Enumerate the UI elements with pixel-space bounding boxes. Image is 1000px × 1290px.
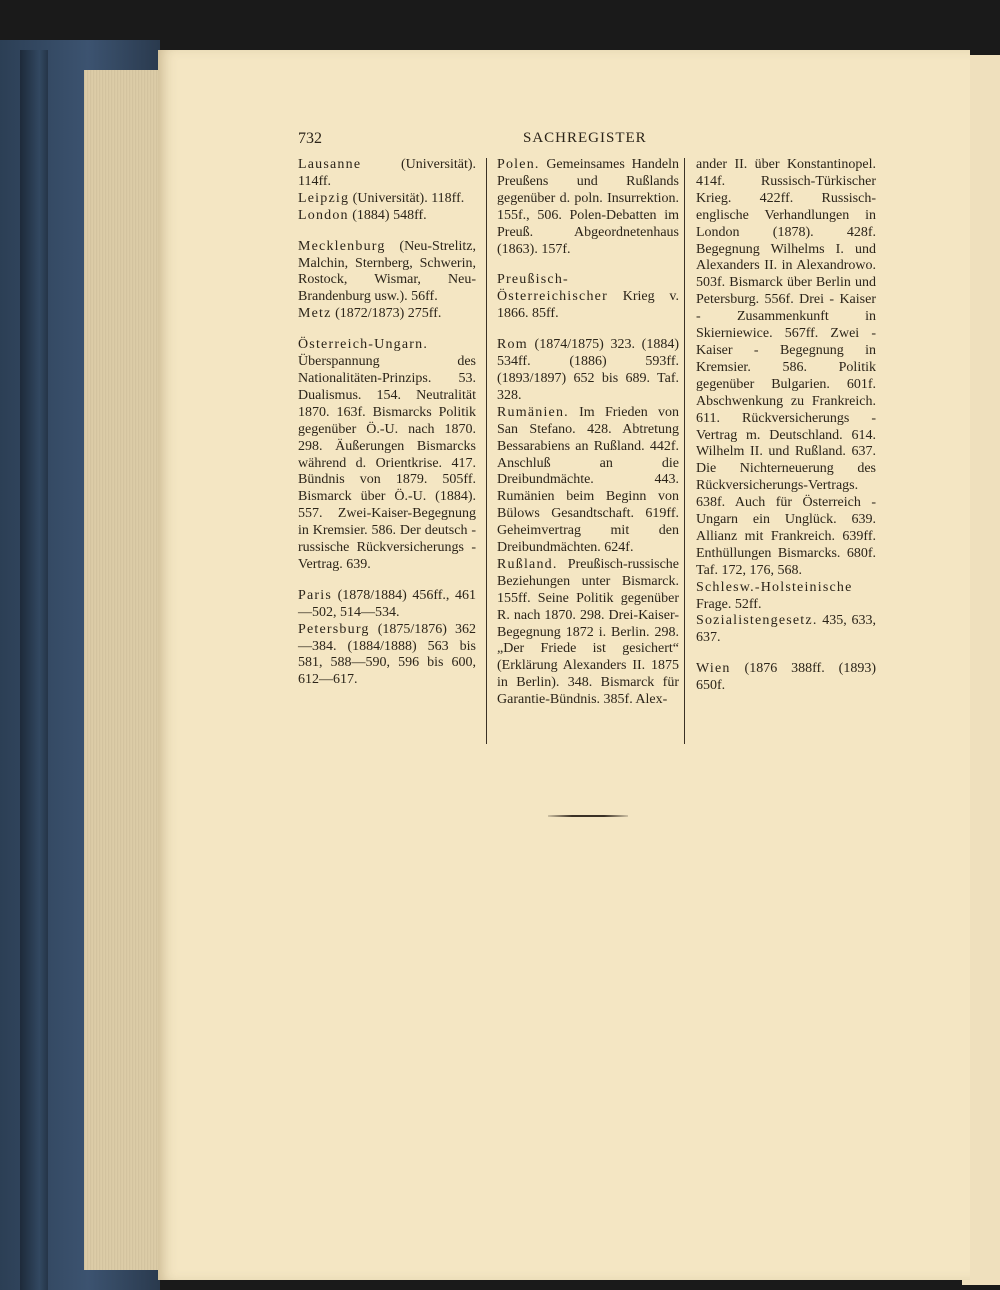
entry-text: Frage. 52ff. <box>696 596 762 612</box>
entry-head: Metz <box>298 306 332 322</box>
entry-head: Rom <box>497 337 528 353</box>
entry-head: Österreich-Ungarn. <box>298 337 429 353</box>
entry-head: Wien <box>696 661 731 677</box>
index-entry <box>298 306 476 323</box>
index-entry <box>298 239 476 307</box>
entry-text: (Universität). 114ff. <box>298 157 476 189</box>
entry-head: London <box>298 207 349 223</box>
entry-text: (1874/1875) 323. (1884) 534ff. (1886) 593ff. (1893/1897) 652 bis 689. Taf. 328. <box>497 337 680 403</box>
entry-text: Überspannung des Nationalitäten-Prinzips. 53. Dualismus. 154. Neutralität 1870. 163f. Bismarcks Politik gegenüber Ö.-U. nach 1870. 298. Äußerungen Bismarcks während d. Orientkrise. 417. Bündnis von 1879. 505ff. Bismarck über Ö.-U. (1884). 557. Zwei-Kaiser-Begegnung in Kremsier. 586. Der deutsch - russische Rückversicherungs - Vertrag. 639. <box>298 354 476 572</box>
entry-head: Rumänien. <box>497 404 569 420</box>
entry-text: Im Frieden von San Stefano. 428. Abtretung Bessarabiens an Rußland. 442f. Anschluß an die Dreibundmächte. 443. Rumänien beim Beginn von Bülows Gesandtschaft. 619ff. Geheimvertrag mit den Dreibundmächten. 624f. <box>497 404 679 556</box>
end-ornament-rule <box>548 815 628 817</box>
index-entry <box>298 588 476 622</box>
entry-head: Polen. <box>497 157 540 172</box>
index-entry <box>298 622 476 690</box>
column-divider <box>684 158 685 744</box>
entry-text: (Neu-Strelitz, Malchin, Sternberg, Schwerin, Rostock, Wismar, Neu-Brandenburg usw.). 56ff. <box>298 238 476 305</box>
entry-head: Leipzig <box>298 190 350 206</box>
entry-text: (1872/1873) 275ff. <box>335 306 442 322</box>
index-column-3 <box>696 157 876 709</box>
entry-text: (1884) 548ff. <box>352 207 427 223</box>
index-entry <box>696 613 876 647</box>
entry-head: Petersburg <box>298 621 370 637</box>
index-entry <box>696 157 876 580</box>
entry-text: (1878/1884) 456ff., 461—502, 514—534. <box>298 587 476 620</box>
index-column-1 <box>298 157 476 703</box>
entry-text: Preußisch-russische Beziehungen unter Bismarck. 155ff. Seine Politik gegenüber R. nach 1870. 298. Drei-Kaiser-Begegnung 1872 i. Berlin. 298. „Der Friede ist gesichert“ (Erklärung Alexanders II. 1875 in Berlin). 348. Bismarck für Garantie-Bündnis. 385f. Alex- <box>497 556 679 708</box>
entry-head: Sozialistengesetz. <box>696 613 818 629</box>
entry-text: ander II. über Konstantinopel. 414f. Russisch-Türkischer Krieg. 422ff. Russisch-englische Verhandlungen in London (1878). 428f. Begegnung Wilhelms I. und Alexanders II. in Alexandrowo. 503f. Bismarck über Berlin und Petersburg. 556f. Drei - Kaiser - Zusammenkunft in Skierniewice. 567ff. Zwei - Kaiser - Begegnung in Kremsier. 586. Politik gegenüber Bulgarien. 601f. Abschwenkung zu Frankreich. 611. Rückversicherungs - Vertrag m. Deutschland. 614. Wilhelm II. und Rußland. 637. Die Nichterneuerung des Rückversicherungs-Vertrags. 638f. Auch für Österreich - Ungarn ein Unglück. 639. Allianz mit Frankreich. 639ff. Enthüllungen Bismarcks. 680f. Taf. 172, 176, 568. <box>696 157 876 578</box>
entry-text: (1875/1876) 362—384. (1884/1888) 563 bis 581, 588—590, 596 bis 600, 612—617. <box>298 621 476 688</box>
page-number: 732 <box>298 130 322 147</box>
entry-text: Gemeinsames Handeln Preußens und Rußlands gegenüber d. poln. Insurrektion. 155f., 506. Polen-Debatten im Preuß. Abgeordnetenhaus (1863). 157f. <box>497 157 679 257</box>
index-entry <box>298 208 476 225</box>
entry-head: Schlesw.-Holsteinische <box>696 579 853 595</box>
index-entry <box>497 405 679 557</box>
page-edges <box>84 70 165 1270</box>
index-entry <box>696 580 876 614</box>
running-head: SACHREGISTER <box>523 130 647 146</box>
index-entry <box>298 191 476 208</box>
entry-head: Rußland. <box>497 556 558 572</box>
index-entry <box>497 272 679 323</box>
index-entry <box>298 337 476 574</box>
book-spine-edge <box>20 50 48 1290</box>
index-column-2 <box>497 157 679 723</box>
entry-head: Lausanne <box>298 157 362 172</box>
entry-text: 435, 633, 637. <box>696 613 877 646</box>
index-entry <box>497 557 679 709</box>
index-entry <box>696 661 876 695</box>
entry-head: Mecklenburg <box>298 238 386 254</box>
index-entry <box>497 157 679 258</box>
index-entry <box>497 337 679 405</box>
index-entry <box>298 157 476 191</box>
entry-head: Paris <box>298 587 332 603</box>
entry-text: (1876 388ff. (1893) 650f. <box>696 661 877 694</box>
entry-text: Krieg v. 1866. 85ff. <box>497 289 679 322</box>
entry-text: (Universität). 118ff. <box>352 190 465 206</box>
entry-head: Preußisch-Österreichischer <box>497 272 608 305</box>
column-divider <box>486 158 487 744</box>
